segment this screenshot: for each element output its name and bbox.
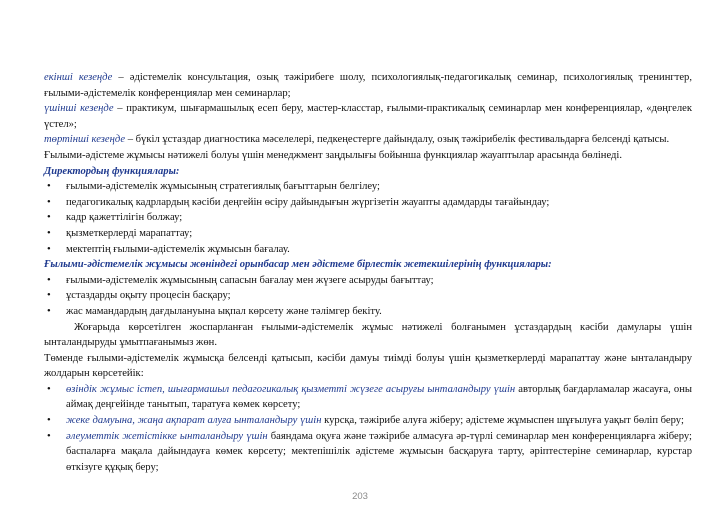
bullet-icon: • — [47, 430, 51, 442]
stage4-text: – бүкіл ұстаздар диагностика мәселелері, педкеңестерге дайындалу, озық тәжірибелік фестивальдарға белсенді қатысы. — [125, 134, 670, 146]
director-item: • мектептің ғылыми-әдістемелік жұмысын бағалау. — [44, 242, 692, 258]
stage4-term: төртінші кезеңде — [44, 134, 126, 146]
bullet-icon: • — [47, 290, 51, 302]
bullet-icon: • — [47, 383, 51, 395]
stage2-text: – әдістемелік консультация, озық тәжірибеге шолу, психологиялық-педагогикалық семинар, психологиялық тренингтер, ғылыми-әдістемелік конференциялар мен семинарлар; — [44, 72, 692, 99]
incentive-item — [44, 382, 692, 413]
management-paragraph: Ғылыми-әдістеме жұмысы нәтижелі болуы үшін менеджмент заңдылығы бойынша функциялар жауаптылар арасында бөлінеді. — [44, 149, 623, 161]
stage4-paragraph — [44, 132, 692, 148]
director-item: • қызметкерлерді марапаттау; — [44, 226, 692, 242]
stage3-paragraph — [44, 101, 692, 132]
deputy-heading: Ғылыми-әдістемелік жұмысы жөніндегі орынбасар мен әдістеме бірлестік жетекшілерінің функциялары: — [44, 259, 552, 271]
bullet-icon: • — [47, 227, 51, 239]
incentive-term: өзіндік жұмыс істеп, шығармашыл педагогикалық қызметті жүзеге асыруғы ынталандыру үшін — [66, 383, 516, 395]
incentive-text: баяндама оқуға және тәжірибе алмасуға әр-түрлі семинарлар мен конференцияларға жіберу; баспаларға мақала дайындауға көмек көрсету; мектепішілік әдістеме жұмысын басқаруға тарту, әріптестеріне семинарлар, курстар өткізуге құқық беру; — [66, 430, 692, 473]
document-content — [44, 70, 692, 475]
stage2-term: екінші кезеңде — [44, 72, 113, 83]
intro-paragraph: Төменде ғылыми-әдістемелік жұмысқа белсенді қатысып, кәсіби дамуы тиімді болуы үшін қызметкерлерді марапаттау және ынталандыру жолдарын көрсетейік: — [44, 352, 692, 380]
director-item: • кадр қажеттілігін болжау; — [44, 210, 692, 226]
deputy-item: • жас мамандардың дағдылануына ықпал көрсету және тәлімгер бекіту. — [44, 304, 692, 320]
incentive-text: курсқа, тәжірибе алуға жіберу; әдістеме жұмыспен шұғылуға уақыт бөліп беру; — [321, 415, 684, 427]
director-item: • ғылыми-әдістемелік жұмысының стратегиялық бағыттарын белгілеу; — [44, 179, 692, 195]
stage3-text: – практикум, шығармашылық есеп беру, мастер-класстар, ғылыми-практикалық семинарлар мен конференциялар, «дөңгелек үстел»; — [44, 103, 692, 130]
deputy-item: • ғылыми-әдістемелік жұмысының сапасын бағалау мен жүзеге асыруды бағыттау; — [44, 273, 692, 289]
page-number: 203 — [352, 491, 368, 502]
incentive-text: авторлық бағдарламалар жасауға, оны аймақ деңгейінде танытып, таратуға көмек көрсету; — [66, 383, 692, 411]
bullet-icon: • — [47, 274, 51, 286]
director-heading: Директордың функциялары: — [44, 165, 180, 177]
bullet-icon: • — [47, 415, 51, 427]
director-item: • педагогикалық кадрлардың кәсіби деңгейін өсіру дайындығын жүргізетін жауапты адамдарды тағайындау; — [44, 195, 692, 211]
stage3-term: үшінші кезеңде — [44, 103, 114, 115]
stage2-paragraph — [44, 70, 692, 101]
incentive-item — [44, 413, 692, 429]
planned-paragraph: Жоғарыда көрсетілген жоспарланған ғылыми-әдістемелік жұмыс нәтижелі болғанымен ұстаздардың кәсіби дамулары үшін ынталандыруды ұмытпағанымыз жөн. — [44, 321, 692, 349]
deputy-item: • ұстаздарды оқыту процесін басқару; — [44, 288, 692, 304]
bullet-icon: • — [47, 212, 51, 224]
incentive-term: жеке дамуына, жаңа ақпарат алуға ынталандыру үшін — [66, 415, 322, 427]
bullet-icon: • — [47, 181, 51, 193]
bullet-icon: • — [47, 196, 51, 208]
bullet-icon: • — [47, 243, 51, 255]
incentive-term: әлеуметтік жетістікке ынталандыру үшін — [66, 430, 268, 442]
bullet-icon: • — [47, 305, 51, 317]
incentive-item — [44, 429, 692, 476]
